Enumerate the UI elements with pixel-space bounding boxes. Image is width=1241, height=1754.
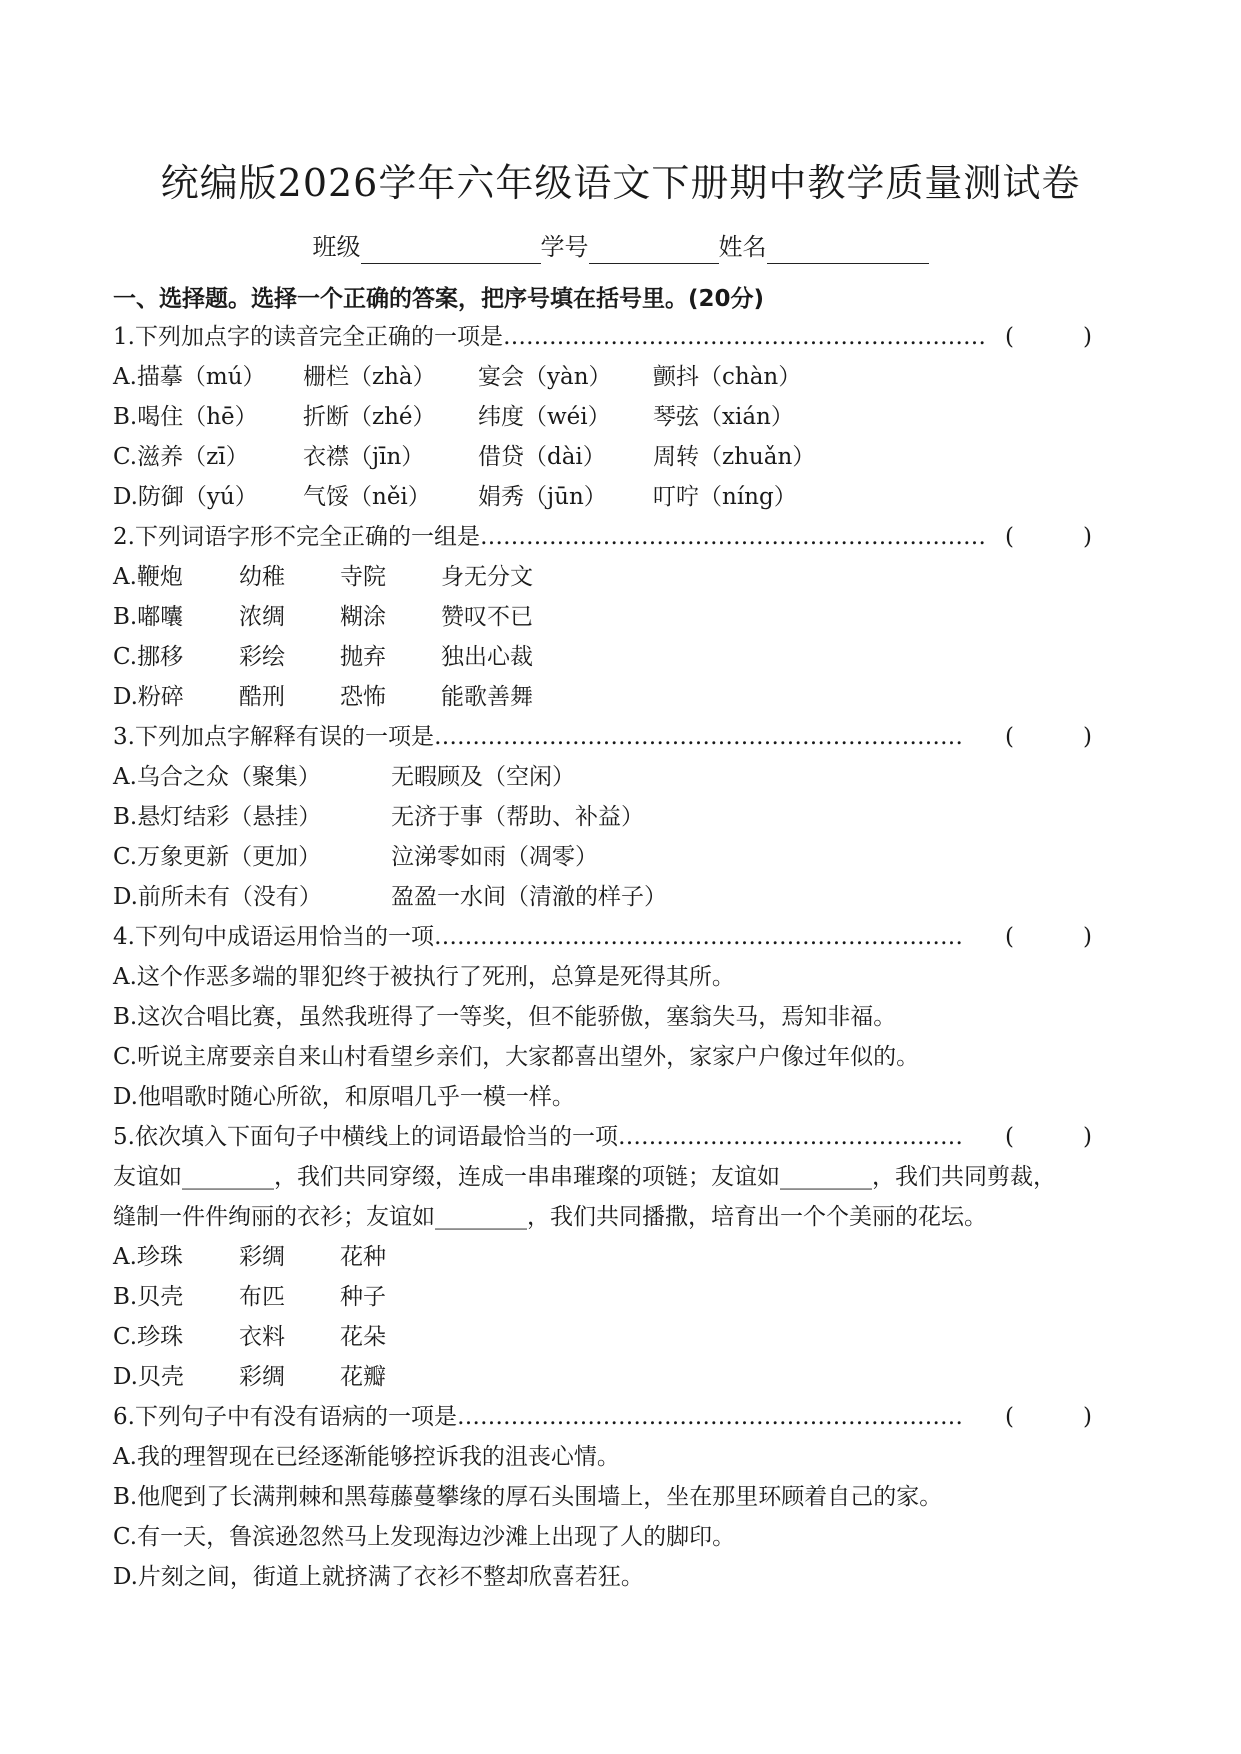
q6-option-c[interactable]: C.有一天，鲁滨逊忽然马上发现海边沙滩上出现了人的脚印。	[113, 1524, 736, 1550]
question-2-stem: 2.下列词语字形不完全正确的一组是…………………………………………………………	[113, 524, 986, 550]
answer-paren-5[interactable]: ( )	[1005, 1124, 1092, 1150]
question-6-stem: 6.下列句子中有没有语病的一项是…………………………………………………………	[113, 1404, 963, 1430]
question-1-stem: 1.下列加点字的读音完全正确的一项是………………………………………………………	[113, 324, 986, 350]
question-3-stem: 3.下列加点字解释有误的一项是……………………………………………………………	[113, 724, 963, 750]
student-info-line	[0, 230, 1241, 264]
exam-page: 统编版2026学年六年级语文下册期中教学质量测试卷 班级 学号 姓名 一、选择题。选择一个正确的答案，把序号填在括号里。(20分) 1.下列加点字的读音完全正确的一项是……………………………………………………… ( ) A.描摹（mú） 栅栏（zhà） 宴会（yàn） 颤抖（chàn） B.喝住（hē） 折断（zhé） 纬度（wéi） 琴弦（xián） C.滋养（zī） 衣襟（jīn） 借贷（dài） 周转（zhuǎn） D.防御（yú） 气馁（něi） 娟秀（jūn） 叮咛（níng） 2.下列词语字形不完全正确的一组是………………………………………………………… ( ) A.鞭炮 幼稚 寺院 身无分文 B.嘟囔 浓绸 糊涂 赞叹不已 C.挪移 彩绘 抛弃 独出心裁 D.粉碎 酷刑 恐怖 能歌善舞 3.下列加点字解释有误的一项是…………………………………………………………… ( ) A.乌合之众（聚集） 无暇顾及（空闲） B.悬灯结彩（悬挂） 无济于事（帮助、补益） C.万象更新（更加） 泣涕零如雨（凋零） D.前所未有（没有） 盈盈一水间（清澈的样子） 4.下列句中成语运用恰当的一项…………………………………………………………… ( ) A.这个作恶多端的罪犯终于被执行了死刑，总算是死得其所。 B.这次合唱比赛，虽然我班得了一等奖，但不能骄傲，塞翁失马，焉知非福。 C.听说主席要亲自来山村看望乡亲们，大家都喜出望外，家家户户像过年似的。 D.他唱歌时随心所欲，和原唱几乎一模一样。 5.依次填入下面句子中横线上的词语最恰当的一项……………………………………… ( ) 友谊如________，我们共同穿缀，连成一串串璀璨的项链；友谊如________，我们共同剪裁， 缝制一件件绚丽的衣衫；友谊如________，我们共同播撒，培育出一个个美丽的花坛。 A.珍珠 彩绸 花种 B.贝壳 布匹 种子 C.珍珠 衣料 花朵 D.贝壳 彩绸 花瓣 6.下列句子中有没有语病的一项是………………………………………………………… ( ) A.我的理智现在已经逐渐能够控诉我的沮丧心情。 B.他爬到了长满荆棘和黑莓藤蔓攀缘的厚石头围墙上，坐在那里环顾着自己的家。 C.有一天，鲁滨逊忽然马上发现海边沙滩上出现了人的脚印。 D.片刻之间，街道上就挤满了衣衫不整却欣喜若狂。	[0, 0, 1241, 1754]
q4-option-c[interactable]: C.听说主席要亲自来山村看望乡亲们，大家都喜出望外，家家户户像过年似的。	[113, 1044, 920, 1070]
q6-option-b[interactable]: B.他爬到了长满荆棘和黑莓藤蔓攀缘的厚石头围墙上，坐在那里环顾着自己的家。	[113, 1484, 943, 1510]
q5-passage-line-1: 友谊如________，我们共同穿缀，连成一串串璀璨的项链；友谊如________，我们共同剪裁，	[113, 1164, 1056, 1190]
answer-paren-3[interactable]: ( )	[1005, 724, 1092, 750]
answer-paren-2[interactable]: ( )	[1005, 524, 1092, 550]
q4-option-a[interactable]: A.这个作恶多端的罪犯终于被执行了死刑，总算是死得其所。	[113, 964, 735, 990]
name-blank[interactable]	[767, 237, 929, 264]
q6-option-a[interactable]: A.我的理智现在已经逐渐能够控诉我的沮丧心情。	[113, 1444, 620, 1470]
page-title: 统编版2026学年六年级语文下册期中教学质量测试卷	[160, 161, 1081, 205]
question-5-stem: 5.依次填入下面句子中横线上的词语最恰当的一项………………………………………	[113, 1124, 963, 1150]
q4-option-d[interactable]: D.他唱歌时随心所欲，和原唱几乎一模一样。	[113, 1084, 575, 1110]
name-label: 姓名	[718, 233, 767, 261]
number-blank[interactable]	[589, 237, 719, 264]
q4-option-b[interactable]: B.这次合唱比赛，虽然我班得了一等奖，但不能骄傲，塞翁失马，焉知非福。	[113, 1004, 897, 1030]
question-4-stem: 4.下列句中成语运用恰当的一项……………………………………………………………	[113, 924, 963, 950]
number-label: 学号	[540, 233, 589, 261]
section-heading: 一、选择题。选择一个正确的答案，把序号填在括号里。(20分)	[113, 286, 765, 312]
q6-option-d[interactable]: D.片刻之间，街道上就挤满了衣衫不整却欣喜若狂。	[113, 1564, 644, 1590]
class-label: 班级	[312, 233, 361, 261]
class-blank[interactable]	[361, 237, 541, 264]
answer-paren-1[interactable]: ( )	[1005, 324, 1092, 350]
answer-paren-6[interactable]: ( )	[1005, 1404, 1092, 1430]
q5-passage-line-2: 缝制一件件绚丽的衣衫；友谊如________，我们共同播撒，培育出一个个美丽的花坛。	[113, 1204, 987, 1230]
answer-paren-4[interactable]: ( )	[1005, 924, 1092, 950]
